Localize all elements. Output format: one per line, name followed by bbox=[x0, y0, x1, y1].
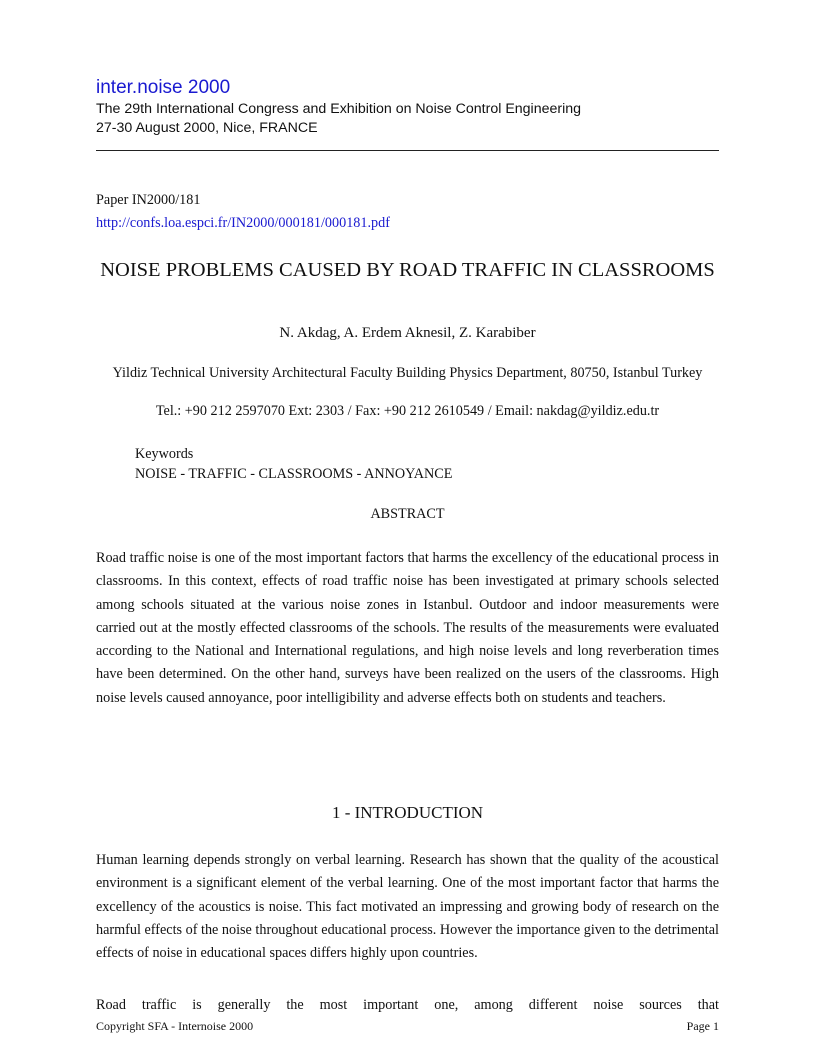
footer-page-number: Page 1 bbox=[686, 1019, 719, 1033]
authors: N. Akdag, A. Erdem Aknesil, Z. Karabiber bbox=[279, 325, 536, 341]
keywords-label: Keywords bbox=[135, 446, 194, 462]
contact-info: Tel.: +90 212 2597070 Ext: 2303 / Fax: +90 212 2610549 / Email: nakdag@yildiz.edu.tr bbox=[155, 403, 660, 419]
introduction-paragraph-1: Human learning depends strongly on verbal learning. Research has shown that the quality of the acoustical environment is a significant element of the verbal learning. One of the most important factor that harms the excellency of the acoustics is noise. This fact motivated an impressing and growing body of research on the harmful effects of the noise throughout educational process. However the importance given to the detrimental effects of noise in educational spaces differs highly upon countries. bbox=[96, 852, 719, 962]
header-divider bbox=[96, 150, 719, 151]
footer-copyright: Copyright SFA - Internoise 2000 bbox=[96, 1019, 254, 1033]
paper-title: NOISE PROBLEMS CAUSED BY ROAD TRAFFIC IN CLASSROOMS bbox=[100, 259, 715, 281]
abstract-text: Road traffic noise is one of the most important factors that harms the excellency of the educational process in classrooms. In this context, effects of road traffic noise has been investigated at primary schools selected among schools situated at the various noise zones in Istanbul. Outdoor and indoor measurements were carried out at the mostly effected classrooms of the schools. The results of the measurements were evaluated according to the National and International regulations, and high noise levels and long reverberation times have been determined. On the other hand, surveys have been realized on the users of the classrooms. High noise levels caused annoyance, poor intelligibility and adverse effects both on students and teachers. bbox=[96, 550, 719, 706]
congress-line: The 29th International Congress and Exhibition on Noise Control Engineering bbox=[96, 101, 582, 117]
affiliation: Yildiz Technical University Architectural Faculty Building Physics Department, 80750, Istanbul Turkey bbox=[112, 365, 703, 381]
paper-url-link[interactable]: http://confs.loa.espci.fr/IN2000/000181/000181.pdf bbox=[96, 215, 390, 231]
paper-id: Paper IN2000/181 bbox=[96, 192, 201, 208]
introduction-heading: 1 - INTRODUCTION bbox=[331, 803, 484, 822]
keywords-value: NOISE - TRAFFIC - CLASSROOMS - ANNOYANCE bbox=[135, 466, 453, 482]
introduction-paragraph-2: Road traffic is generally the most important one, among different noise sources that bbox=[96, 997, 719, 1013]
date-location: 27-30 August 2000, Nice, FRANCE bbox=[96, 120, 318, 136]
conference-name: inter.noise 2000 bbox=[96, 77, 231, 98]
abstract-heading: ABSTRACT bbox=[370, 506, 445, 522]
